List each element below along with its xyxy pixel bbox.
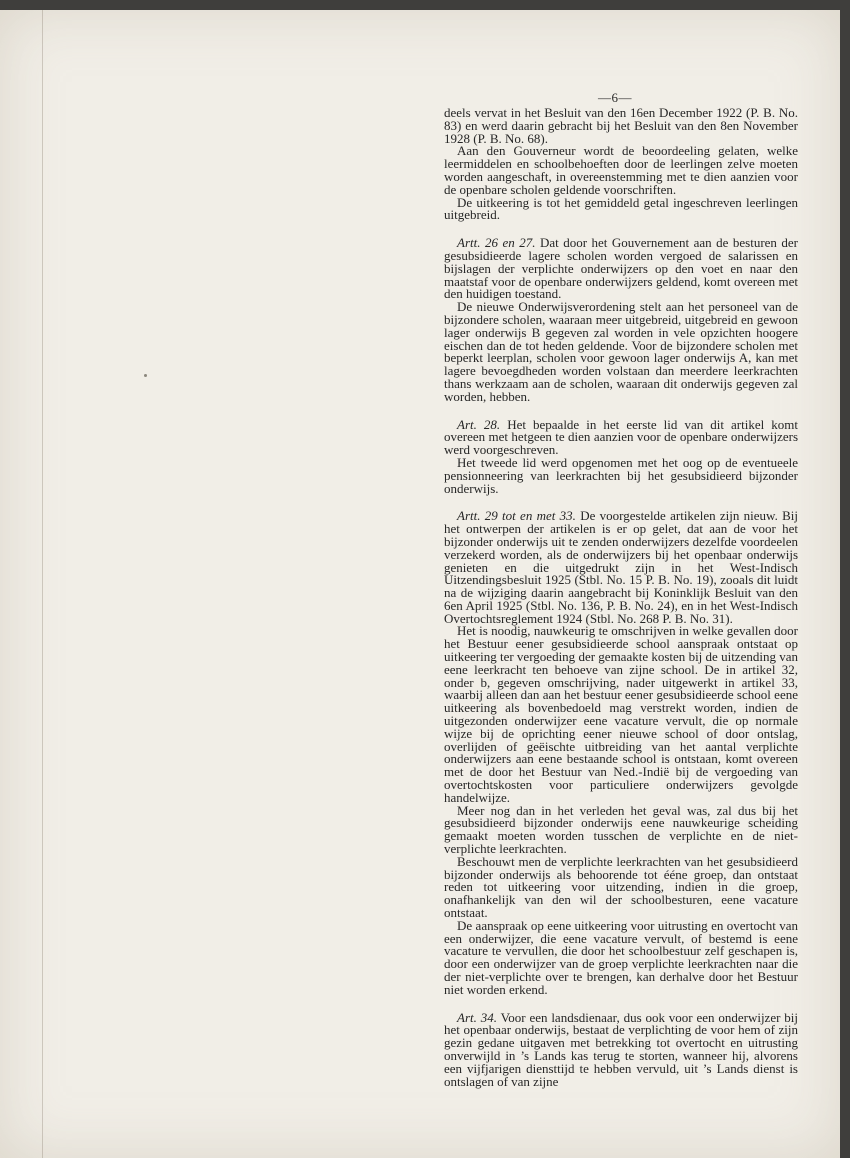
paragraph-text: Dat door het Gouvernement aan de besturen der gesubsidieerde lagere scholen worden vergoed de salarissen en bijslagen der verplichte onderwijzers op den voet en naar den maatstaf voor de openbare onderwijzers geldend, komt overeen met den huidigen toestand.: [444, 235, 798, 302]
paragraph: De uitkeering is tot het gemiddeld getal ingeschreven leerlingen uitgebreid.: [444, 194, 798, 223]
paragraph-text: De voorgestelde artikelen zijn nieuw. Bij het ontwerpen der artikelen is er op gelet, dat aan de voor het bijzonder onderwijs uit te zenden onderwijzers dezelfde voordeelen verzekerd worden, als de onderwijzers bij het openbaar onderwijs genieten en die uitgedrukt zijn in het West-Indisch Uitzendingsbesluit 1925 (Stbl. No. 15 P. B. No. 19), zooals dit luidt na de wijziging daarin aangebracht bij Koninklijk Besluit van den 6en April 1925 (Stbl. No. 136, P. B. No. 24), en in het West-Indisch Overtochtsreglement 1924 (Stbl. No. 268 P. B. No. 31).: [444, 508, 799, 626]
article-paragraph: [444, 416, 798, 458]
paragraph: Meer nog dan in het verleden het geval was, zal dus bij het gesubsidieerd bijzonder onderwijs eene nauwkeurige scheiding gemaakt moeten worden tusschen de verplichte en de niet-verplichte leerkrachten.: [444, 802, 798, 857]
paragraph: Aan den Gouverneur wordt de beoordeeling gelaten, welke leermiddelen en schoolbehoeften door de leerlingen zelve moeten worden aangeschaft, in overeenstemming met te dien aanzien voor de openbare scholen geldende voorschriften.: [444, 143, 798, 197]
article-paragraph: [444, 1009, 798, 1089]
article-paragraph: [444, 237, 798, 301]
paragraph: Het tweede lid werd opgenomen met het oog op de eventueele pensionneering van leerkrachten bij het gesubsidieerd bijzonder onderwijs.: [444, 454, 798, 496]
paragraph-text: Voor een landsdienaar, dus ook voor een onderwijzer bij het openbaar onderwijs, bestaat de verplichting de voor hem of zijn gezin gedane uitgaven met betrekking tot overtocht en uitrusting onverwijld in ’s Lands kas terug te storten, wanneer hij, alvorens een vijfjarigen diensttijd te hebben vervuld, uit ’s Lands dienst is ontslagen of van zijne: [444, 1009, 798, 1089]
text-column: [444, 107, 798, 1088]
article-label: Artt. 29 tot en met 33.: [457, 508, 576, 524]
speck-mark: [144, 374, 147, 377]
paragraph: De aanspraak op eene uitkeering voor uitrusting en overtocht van een onderwijzer, die eene vacature vervult, of bestemd is eene vacature te vervullen, die door het schoolbestuur zelf geschapen is, door een onderwijzer van de groep verplichte leerkrachten naar die der niet-verplichte over te brengen, kan derhalve door het Bestuur niet worden erkend.: [444, 917, 798, 997]
paragraph: deels vervat in het Besluit van den 16en December 1922 (P. B. No. 83) en werd daarin gebracht bij het Besluit van den 8en November 1928 (P. B. No. 68).: [444, 105, 798, 146]
paragraph: De nieuwe Onderwijsverordening stelt aan het personeel van de bijzondere scholen, waaraan meer uitgebreid, uitgebreid en gewoon lager onderwijs B gegeven zal worden in vele opzichten hoogere eischen dan de tot heden geldende. Voor de bijzondere scholen met beperkt leerplan, scholen voor gewoon lager onderwijs A, kan met lagere bevoegdheden worden volstaan dan meerdere leerkrachten thans werkzaam aan de scholen, waaraan dit onderwijs gegeven zal worden, hebben.: [444, 299, 798, 404]
article-paragraph: [444, 510, 798, 625]
article-label: Artt. 26 en 27.: [457, 235, 536, 251]
article-label: Art. 34.: [457, 1009, 497, 1025]
page-number: —6—: [598, 90, 632, 105]
article-label: Art. 28.: [457, 416, 501, 432]
paragraph: Beschouwt men de verplichte leerkrachten van het gesubsidieerd bijzonder onderwijs als behoorende tot ééne groep, dan ontstaat reden tot uitkeering voor uitzending, indien in die groep, onafhankelijk van den wil der schoolbesturen, eene vacature ontstaat.: [444, 853, 798, 921]
page-fold-edge: [42, 10, 43, 1158]
paragraph: Het is noodig, nauwkeurig te omschrijven in welke gevallen door het Bestuur eener gesubsidieerde school aanspraak ontstaat op uitkeering ter vergoeding der gemaakte kosten bij de uitzending van eene leerkracht ten behoeve van zijne school. De in artikel 32, onder b, gegeven omschrijving, nader uitgewerkt in artikel 33, waarbij alleen dan aan het bestuur eener gesubsidieerde school eene uitkeering als bovenbedoeld mag verstrekt worden, indien de uitgezonden onderwijzer eene vacature vervult, die op normale wijze bij de oprichting eener nieuwe school of door ontslag, overlijden of geëischte uitbreiding van het aantal verplichte onderwijzers aan eene bestaande school is ontstaan, komt overeen met de door het Bestuur van Ned.-Indië bij de vergoeding van overtochtskosten voor particuliere onderwijzers gevolgde handelwijze.: [444, 623, 798, 805]
paragraph-text: Het bepaalde in het eerste lid van dit artikel komt overeen met hetgeen te dien aanzien voor de openbare onderwijzers werd voorgeschreven.: [444, 416, 798, 458]
